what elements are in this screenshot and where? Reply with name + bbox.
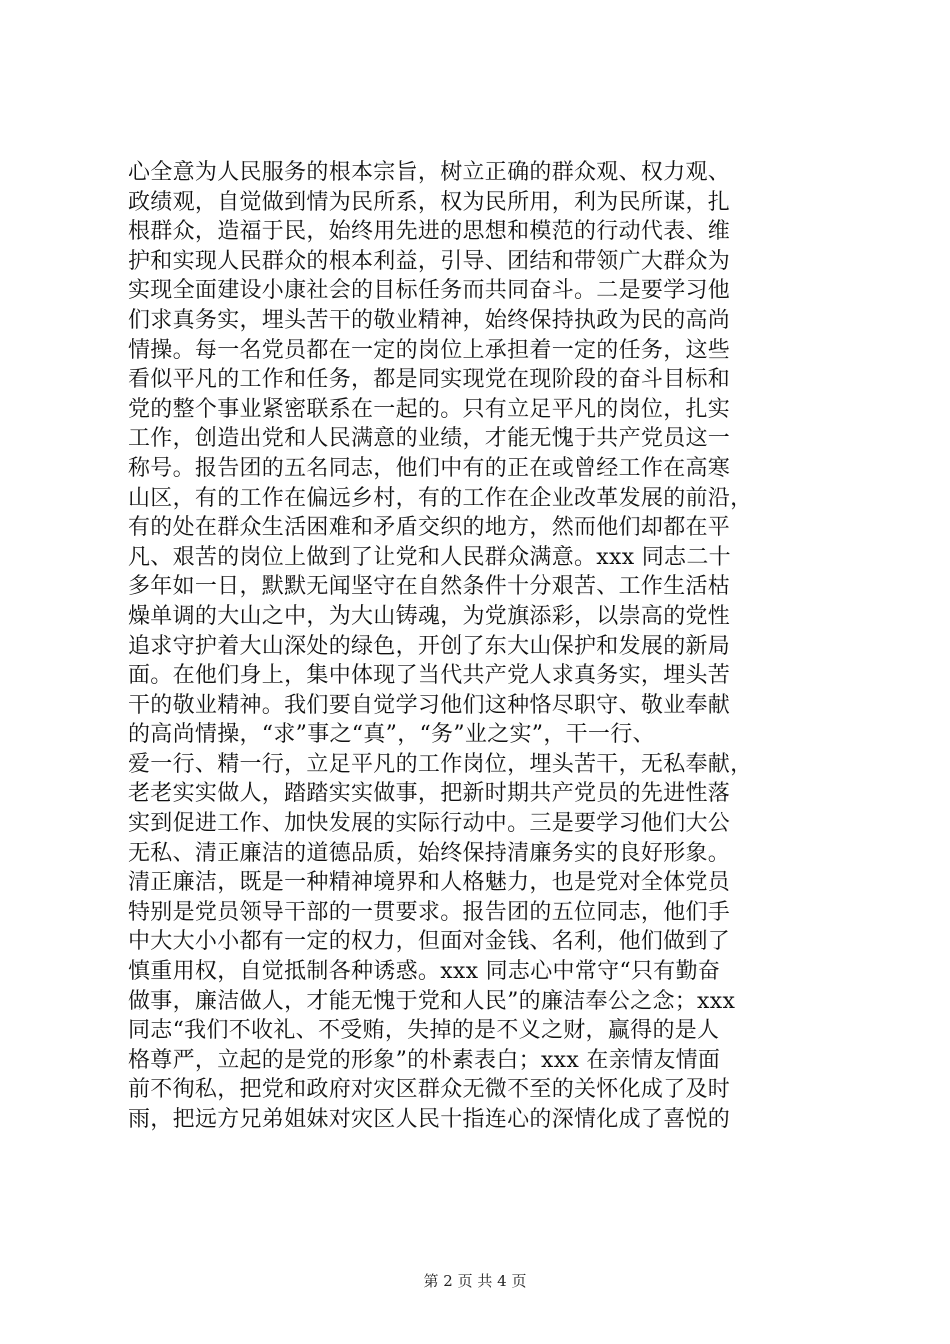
text-line: 干的敬业精神。我们要自觉学习他们这种恪尽职守、敬业奉献 (128, 692, 731, 718)
text-line: 中大大小小都有一定的权力，但面对金钱、名利，他们做到了 (128, 929, 731, 955)
text-line: 有的处在群众生活困难和矛盾交织的地方，然而他们却都在平 (128, 515, 731, 541)
text-line: 党的整个事业紧密联系在一起的。只有立足平凡的岗位，扎实 (128, 396, 731, 422)
text-line: 实到促进工作、加快发展的实际行动中。三是要学习他们大公 (128, 811, 731, 837)
text-line: 前不徇私，把党和政府对灾区群众无微不至的关怀化成了及时 (128, 1077, 731, 1103)
text-line: 多年如一日，默默无闻坚守在自然条件十分艰苦、工作生活枯 (128, 574, 731, 600)
text-line: 心全意为人民服务的根本宗旨，树立正确的群众观、权力观、 (128, 160, 731, 185)
text-line: 追求守护着大山深处的绿色，开创了东大山保护和发展的新局 (128, 633, 731, 659)
text-line: 们求真务实，埋头苦干的敬业精神，始终保持执政为民的高尚 (128, 307, 731, 333)
text-line: 面。在他们身上，集中体现了当代共产党人求真务实，埋头苦 (128, 663, 731, 689)
text-line: 燥单调的大山之中，为大山铸魂，为党旗添彩，以崇高的党性 (128, 603, 731, 629)
text-line: 的高尚情操，“求”事之“真”，“务”业之实”，干一行、 (128, 722, 655, 748)
text-line: 做事，廉洁做人，才能无愧于党和人民”的廉洁奉公之念；xxx (128, 988, 736, 1014)
text-line: 清正廉洁，既是一种精神境界和人格魅力，也是党对全体党员 (128, 870, 731, 896)
text-line: 格尊严，立起的是党的形象”的朴素表白；xxx 在亲情友情面 (128, 1047, 721, 1073)
text-line: 无私、清正廉洁的道德品质，始终保持清廉务实的良好形象。 (128, 840, 731, 866)
text-line: 慎重用权，自觉抵制各种诱惑。xxx 同志心中常守“只有勤奋 (128, 959, 721, 985)
text-line: 根群众，造福于民，始终用先进的思想和模范的行动代表、维 (128, 219, 731, 245)
text-line: 称号。报告团的五名同志，他们中有的正在或曾经工作在高寒 (128, 455, 731, 481)
page-footer: 第 2 页 共 4 页 (423, 1272, 527, 1290)
text-line: 工作，创造出党和人民满意的业绩，才能无愧于共产党员这一 (128, 426, 731, 452)
text-line: 实现全面建设小康社会的目标任务而共同奋斗。二是要学习他 (128, 278, 731, 304)
text-line: 爱一行、精一行，立足平凡的工作岗位，埋头苦干，无私奉献， (128, 751, 753, 777)
text-line: 特别是党员领导干部的一贯要求。报告团的五位同志，他们手 (128, 899, 731, 925)
text-line: 同志“我们不收礼、不受贿，失掉的是不义之财，赢得的是人 (128, 1018, 720, 1044)
text-line: 看似平凡的工作和任务，都是同实现党在现阶段的奋斗目标和 (128, 367, 731, 393)
text-line: 护和实现人民群众的根本利益，引导、团结和带领广大群众为 (128, 248, 731, 274)
body-text (128, 158, 828, 1135)
text-line: 凡、艰苦的岗位上做到了让党和人民群众满意。xxx 同志二十 (128, 544, 731, 570)
text-line: 山区，有的工作在偏远乡村，有的工作在企业改革发展的前沿， (128, 485, 753, 511)
text-line: 政绩观，自觉做到情为民所系，权为民所用，利为民所谋，扎 (128, 189, 731, 215)
text-line: 雨，把远方兄弟姐妹对灾区人民十指连心的深情化成了喜悦的 (128, 1107, 731, 1132)
text-line: 情操。每一名党员都在一定的岗位上承担着一定的任务，这些 (128, 337, 731, 363)
text-line: 老老实实做人，踏踏实实做事，把新时期共产党员的先进性落 (128, 781, 731, 807)
